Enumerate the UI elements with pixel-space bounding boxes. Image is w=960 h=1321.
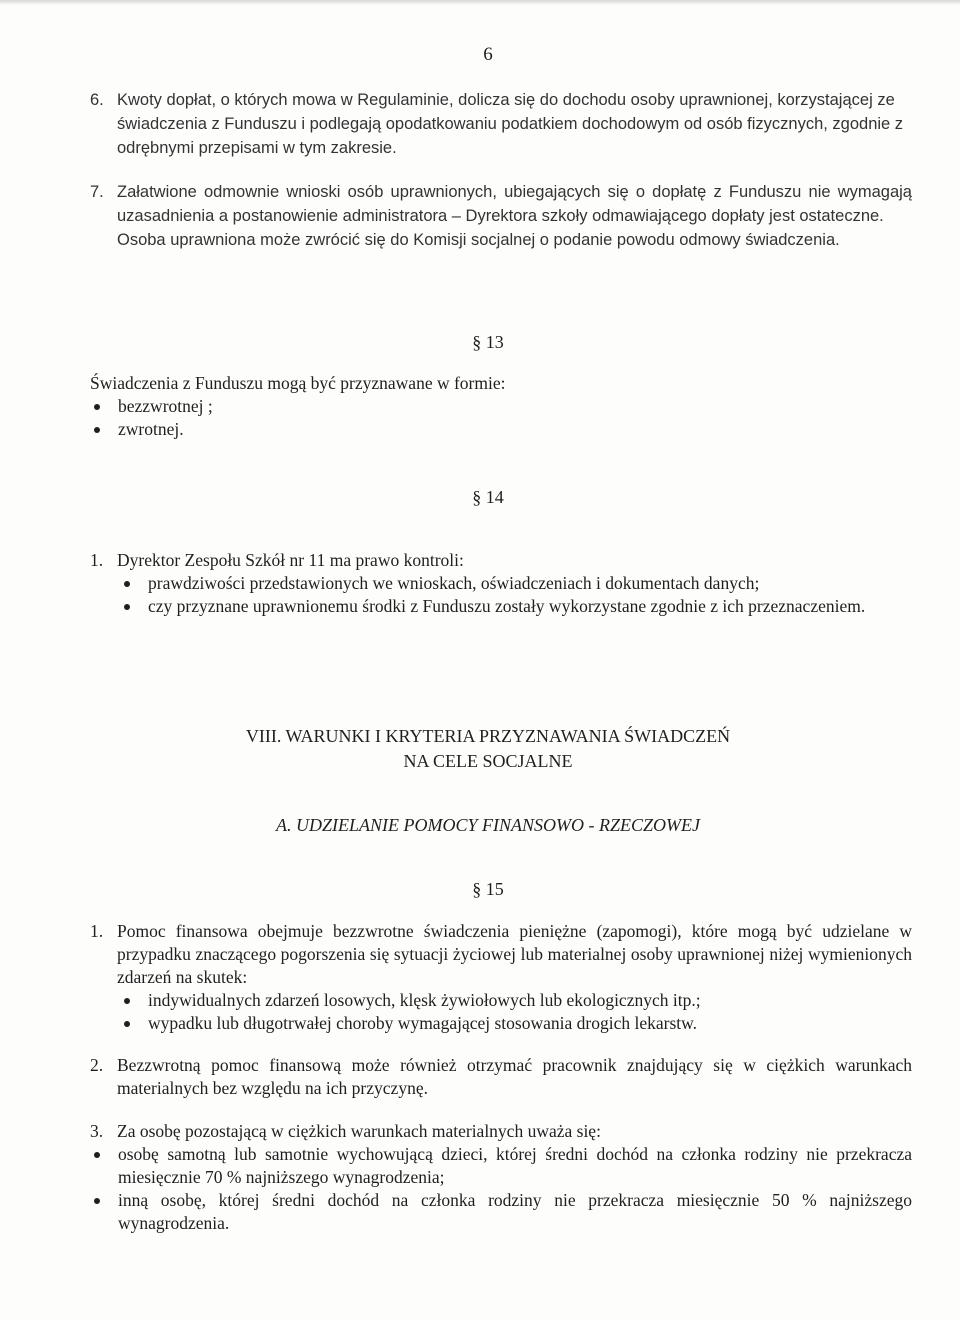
paragraph-text-2: Osoba uprawniona może zwrócić się do Komisji socjalnej o podanie powodu odmowy świadczenia.	[117, 231, 840, 249]
item-number: 6.	[90, 91, 104, 109]
section-15-point-3	[90, 1120, 912, 1235]
paragraph-text: Bezzwrotną pomoc finansową może również otrzymać pracownik znajdujący się w ciężkich warunkach materialnych bez względu na ich przyczynę.	[117, 1055, 912, 1098]
item-number: 3.	[90, 1121, 104, 1141]
section-sign-13: § 13	[472, 332, 504, 352]
paragraph-text: Za osobę pozostającą w ciężkich warunkach materialnych uważa się:	[117, 1121, 601, 1141]
paragraph-text: Dyrektor Zespołu Szkół nr 11 ma prawo kontroli:	[117, 550, 464, 570]
list-item: zwrotnej.	[90, 418, 890, 441]
list-item: czy przyznane uprawnionemu środki z Funduszu zostały wykorzystane zgodnie z ich przeznaczeniem.	[120, 595, 912, 618]
section-14-list	[120, 572, 912, 618]
section-15-point-3-list	[90, 1143, 912, 1235]
section-sign-15: § 15	[472, 879, 504, 899]
list-item: bezzwrotnej ;	[90, 395, 890, 418]
section-heading-a: A. UDZIELANIE POMOCY FINANSOWO - RZECZOWEJ	[276, 815, 700, 835]
list-item: inną osobę, której średni dochód na członka rodziny nie przekracza miesięcznie 50 % najniższego wynagrodzenia.	[90, 1189, 912, 1235]
page-number: 6	[483, 44, 493, 65]
paragraph-text: Pomoc finansowa obejmuje bezzwrotne świadczenia pieniężne (zapomogi), które mogą być udzielane w przypadku znaczącego pogorszenia się sytuacji życiowej lub materialnej osoby uprawnionej niżej wymienionych zdarzeń na skutek:	[117, 921, 912, 987]
scan-edge	[0, 0, 960, 5]
list-item: prawdziwości przedstawionych we wnioskach, oświadczeniach i dokumentach danych;	[120, 572, 912, 595]
chapter-heading-line-1: VIII. WARUNKI I KRYTERIA PRZYZNAWANIA ŚWIADCZEŃ	[245, 726, 731, 746]
paragraph-6	[90, 88, 912, 160]
list-item: indywidualnych zdarzeń losowych, klęsk żywiołowych lub ekologicznych itp.;	[120, 989, 912, 1012]
paragraph-text: Załatwione odmownie wnioski osób uprawnionych, ubiegających się o dopłatę z Funduszu nie wymagają uzasadnienia a postanowienie administratora – Dyrektora szkoły odmawiającego dopłaty jest ostateczne.	[117, 183, 912, 225]
section-15-point-2	[90, 1054, 912, 1100]
section-15-point-1	[90, 920, 912, 1035]
item-number: 7.	[90, 183, 104, 201]
list-item: wypadku lub długotrwałej choroby wymagającej stosowania drogich lekarstw.	[120, 1012, 912, 1035]
chapter-heading-line-2: NA CELE SOCJALNE	[403, 751, 573, 771]
paragraph-text: Kwoty dopłat, o których mowa w Regulaminie, dolicza się do dochodu osoby uprawnionej, korzystającej ze świadczenia z Funduszu i podlegają opodatkowaniu podatkiem dochodowym od osób fizycznych, zgodnie z odrębnymi przepisami w tym zakresie.	[117, 91, 904, 157]
item-number: 1.	[90, 550, 104, 570]
section-sign-14: § 14	[472, 487, 504, 507]
paragraph-7	[90, 180, 912, 252]
list-item: osobę samotną lub samotnie wychowującą dzieci, której średni dochód na członka rodziny nie przekracza miesięcznie 70 % najniższego wynagrodzenia;	[90, 1143, 912, 1189]
item-number: 2.	[90, 1055, 104, 1075]
section-13-intro: Świadczenia z Funduszu mogą być przyznawane w formie:	[90, 373, 506, 393]
section-15-point-1-list	[120, 989, 912, 1035]
section-13-list	[90, 395, 890, 441]
section-13-body	[90, 372, 890, 441]
section-14-point-1	[90, 549, 912, 618]
item-number: 1.	[90, 921, 104, 941]
